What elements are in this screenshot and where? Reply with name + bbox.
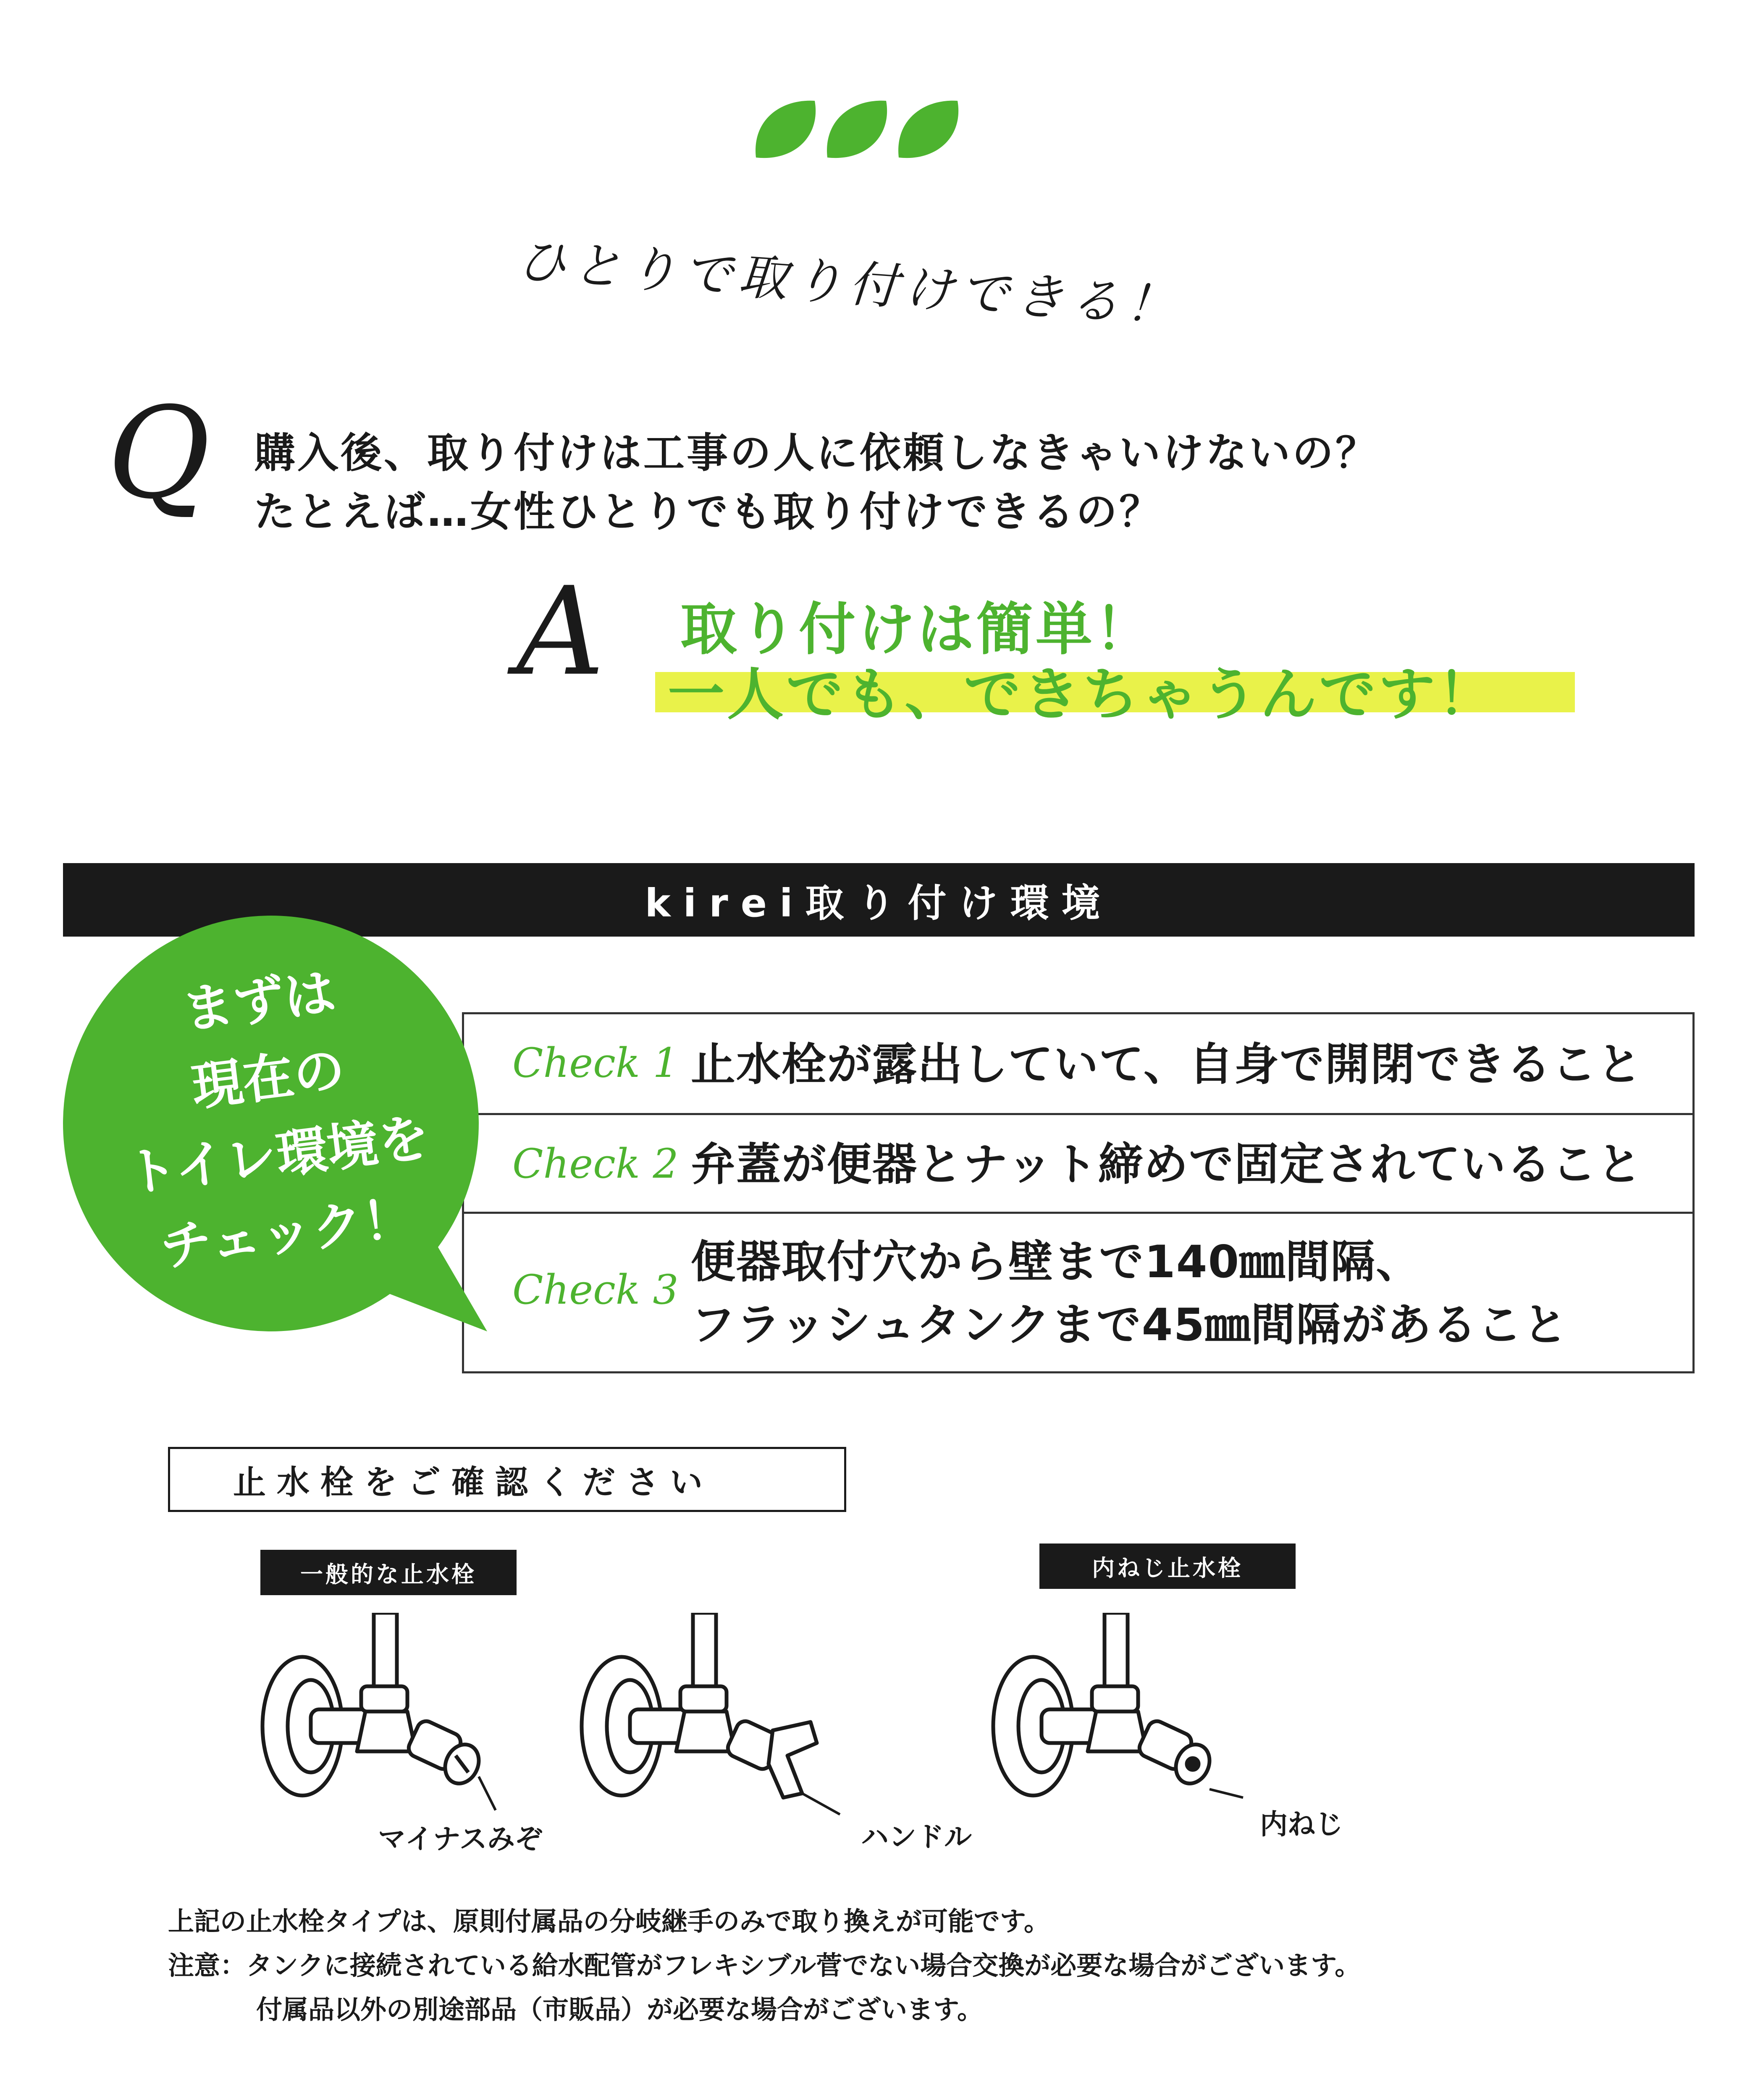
bubble-line-3: トイレ環境を — [123, 1107, 433, 1204]
label-general-valve: 一般的な止水栓 — [260, 1550, 517, 1595]
banner-title: kirei取り付け環境 — [645, 880, 1113, 926]
valve-inner-thread — [993, 1613, 1216, 1796]
question-line-1: 購入後、取り付けは工事の人に依頼しなきゃいけないの？ — [254, 429, 1379, 477]
valve-note-3: 付属品以外の別途部品（市販品）が必要な場合がございます。 — [256, 1994, 984, 2025]
part-inner-thread: 内ねじ — [1260, 1808, 1343, 1840]
part-handle: ハンドル — [861, 1821, 972, 1853]
leaf-icon — [898, 101, 958, 158]
check-text-3b: フラッシュタンクまで45㎜間隔があること — [691, 1299, 1569, 1351]
check-tag-3: Check 3 — [512, 1266, 679, 1313]
leaves-logo — [748, 94, 966, 166]
bubble-line-1: まずは — [178, 962, 339, 1040]
answer-line-1: 取り付けは簡単！ — [680, 596, 1154, 662]
part-minus-slot: マイナスみぞ — [378, 1823, 543, 1855]
valve-note-2: 注意：タンクに接続されている給水配管がフレキシブル菅でない場合交換が必要な場合がございます。 — [168, 1950, 1361, 1981]
check-text-2: 弁蓋が便器とナット締めで固定されていること — [691, 1139, 1642, 1190]
check-text-1: 止水栓が露出していて、自身で開閉できること — [691, 1039, 1642, 1090]
bubble-text — [46, 937, 501, 1297]
leaf-icon — [756, 101, 816, 158]
valve-note-1: 上記の止水栓タイプは、原則付属品の分岐継手のみで取り換えが可能です。 — [168, 1906, 1050, 1937]
label-inner-valve: 内ねじ止水栓 — [1039, 1544, 1296, 1589]
a-mark: A — [517, 561, 605, 703]
valve-handle — [582, 1613, 817, 1798]
answer-line-2: 一人でも、できちゃうんです！ — [668, 662, 1497, 727]
check-row-3 — [462, 1212, 1695, 1373]
question-line-2: たとえば…女性ひとりでも取り付けできるの？ — [254, 488, 1163, 536]
bubble-line-2: 現在の — [188, 1039, 348, 1118]
tagline: ひとりで取り付けできる！ — [515, 231, 1183, 336]
check-tag-2: Check 2 — [512, 1140, 679, 1187]
check-row-1 — [462, 1012, 1695, 1115]
bubble-line-4: チェック！ — [157, 1187, 417, 1278]
check-tag-1: Check 1 — [512, 1040, 679, 1087]
check-row-2 — [462, 1113, 1695, 1214]
check-text-3a: 便器取付穴から壁まで140㎜間隔、 — [691, 1236, 1422, 1288]
valve-section-title: 止水栓をご確認ください — [168, 1447, 846, 1512]
leaf-icon — [827, 101, 887, 158]
q-mark: Q — [107, 380, 210, 527]
valve-minus-slot — [262, 1613, 485, 1796]
